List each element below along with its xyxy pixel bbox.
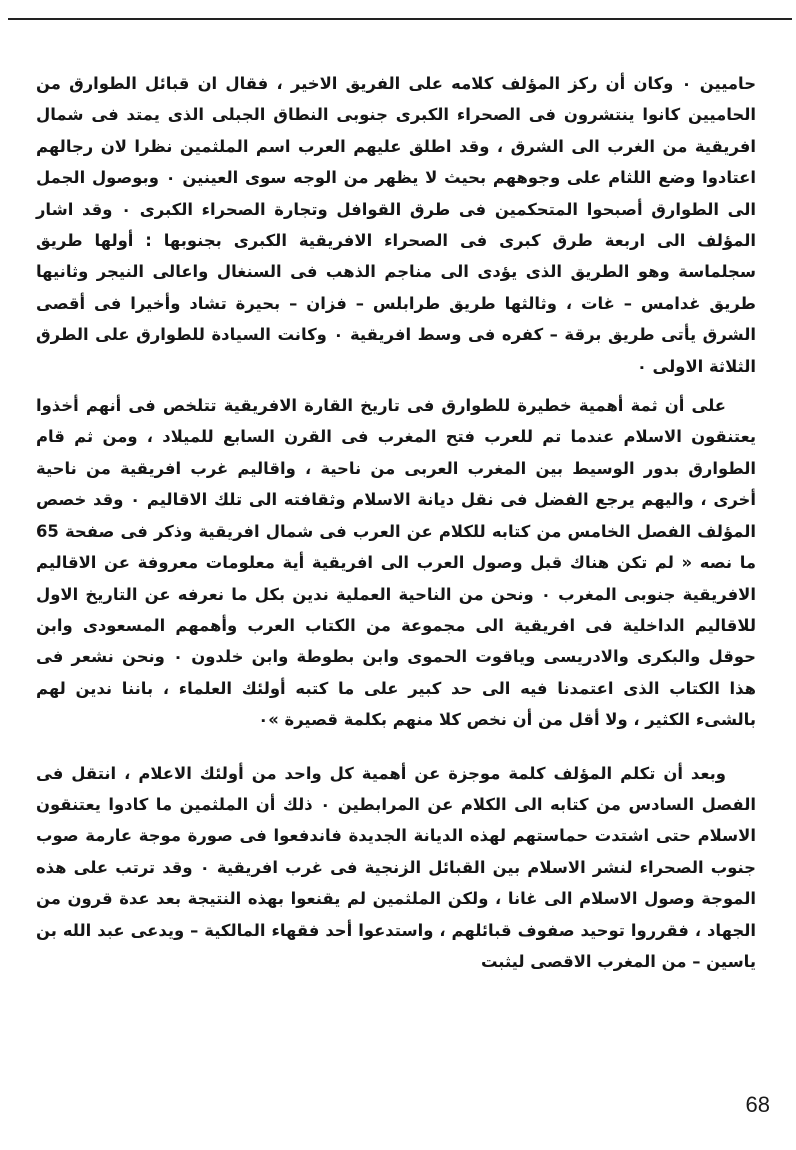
paragraph-1: حاميين ٠ وكان أن ركز المؤلف كلامه على الفريق الاخير ، فقال ان قبائل الطوارق من الحاميين كانوا ينتشرون فى الصحراء الكبرى جنوبى النطاق الجبلى الذى يمتد فى شمال افريقية من الغرب الى الشرق ، وقد اطلق عليهم العرب اسم الملثمين نظرا لان رجالهم اعتادوا وضع اللثام على وجوههم بحيث لا يظهر من الوجه سوى العينين ٠ وبوصول الجمل الى الطوارق أصبحوا المتحكمين فى طرق القوافل وتجارة الصحراء الكبرى ٠ وقد اشار المؤلف الى اربعة طرق كبرى فى الصحراء الافريقية الكبرى بجنوبها : أولها طريق سجلماسة وهو الطريق الذى يؤدى الى مناجم الذهب فى السنغال واعالى النيجر وثانيها طريق غدامس – غات ، وثالثها طريق طرابلس – فزان – بحيرة تشاد وأخيرا فى أقصى الشرق يأتى طريق برقة – كفره فى وسط افريقية ٠ وكانت السيادة للطوارق على الطرق الثلاثة الاولى ٠: [36, 74, 757, 376]
paragraph-3: وبعد أن تكلم المؤلف كلمة موجزة عن أهمية كل واحد من أولئك الاعلام ، انتقل فى الفصل السادس من كتابه الى الكلام عن المرابطين ٠ ذلك أن الملثمين ما كادوا يعتنقون الاسلام حتى اشتدت حماستهم لهذه الديانة الجديدة فاندفعوا فى صورة موجة عارمة صوب جنوب الصحراء لنشر الاسلام بين القبائل الزنجية فى غرب افريقية ٠ وقد ترتب على هذه الموجة وصول الاسلام الى غانا ، ولكن الملثمين لم يقنعوا بهذه النتيجة بعد عدة قرون من الجهاد ، فقرروا توحيد صفوف قبائلهم ، واستدعوا أحد فقهاء المالكية – ويدعى عبد الله بن ياسين – من المغرب الاقصى ليثبت: [36, 763, 756, 971]
paragraph-2: على أن ثمة أهمية خطيرة للطوارق فى تاريخ القارة الافريقية تتلخص فى أنهم أخذوا يعتنقون الاسلام عندما تم للعرب فتح المغرب فى القرن السابع للميلاد ، ومن ثم قام الطوارق بدور الوسيط بين المغرب العربى من ناحية ، واقاليم غرب افريقية من ناحية أخرى ، واليهم يرجع الفضل فى نقل ديانة الاسلام وثقافته الى تلك الاقاليم ٠ وقد خصص المؤلف الفصل الخامس من كتابه للكلام عن العرب فى شمال افريقية وذكر فى صفحة 65 ما نصه « لم تكن هناك قبل وصول العرب الى افريقية أية معلومات معروفة عن الاقاليم الافريقية جنوبى المغرب ٠ ونحن من الناحية العملية ندين بكل ما نعرفه عن التاريخ الاول للاقاليم الداخلية فى افريقية الى مجموعة من الكتاب العرب وأهمهم المسعودى وابن حوقل والبكرى والادريسى وياقوت الحموى وابن بطوطة وابن خلدون ٠ ونحن نشعر فى هذا الكتاب الذى اعتمدنا فيه الى حد كبير على ما كتبه أولئك العلماء ، باننا ندين لهم بالشىء الكثير ، ولا أقل من أن نخص كلا منهم بكلمة قصيرة »٠: [36, 396, 756, 730]
header-rule: [8, 18, 792, 20]
page-number: 68: [745, 1092, 770, 1117]
page-body: [36, 68, 756, 977]
